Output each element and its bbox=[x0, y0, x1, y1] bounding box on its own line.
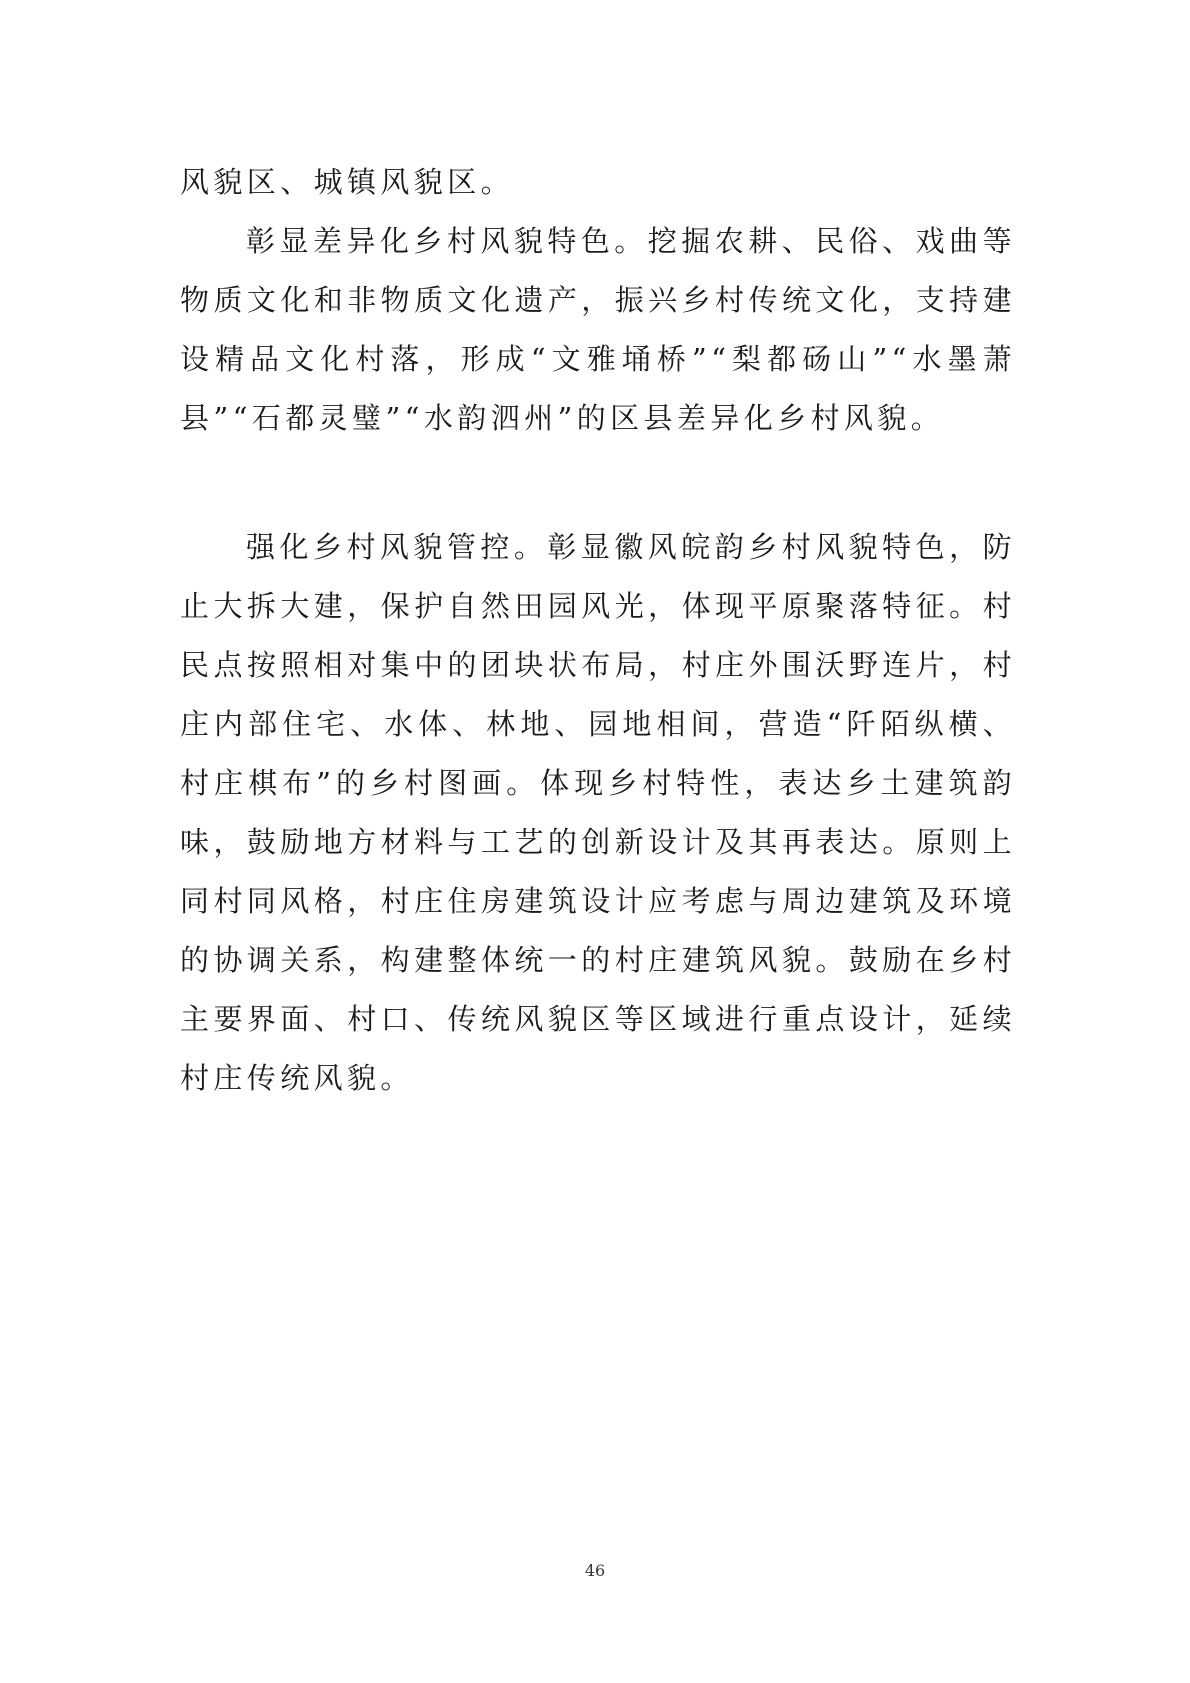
page-number: 46 bbox=[584, 1561, 606, 1580]
paragraph-rural-style-control: 强化乡村风貌管控。彰显徽风皖韵乡村风貌特色，防止大拆大建，保护自然田园风光，体现平原聚落特征。村民点按照相对集中的团块状布局，村庄外围沃野连片，村庄内部住宅、水体、林地、园地相间，营造“阡陌纵横、村庄棋布”的乡村图画。体现乡村特性，表达乡土建筑韵味，鼓励地方材料与工艺的创新设计及其再表达。原则上同村同风格，村庄住房建筑设计应考虑与周边建筑及环境的协调关系，构建整体统一的村庄建筑风貌。鼓励在乡村主要界面、村口、传统风貌区等区域进行重点设计，延续村庄传统风貌。 bbox=[180, 530, 1016, 1095]
continuation-paragraph: 风貌区、城镇风貌区。 bbox=[180, 165, 515, 199]
paragraph-rural-style-differentiation: 彰显差异化乡村风貌特色。挖掘农耕、民俗、戏曲等物质文化和非物质文化遗产，振兴乡村传统文化，支持建设精品文化村落，形成“文雅埇桥”“梨都砀山”“水墨萧县”“石都灵璧”“水韵泗州”的区县差异化乡村风貌。 bbox=[180, 224, 1016, 435]
